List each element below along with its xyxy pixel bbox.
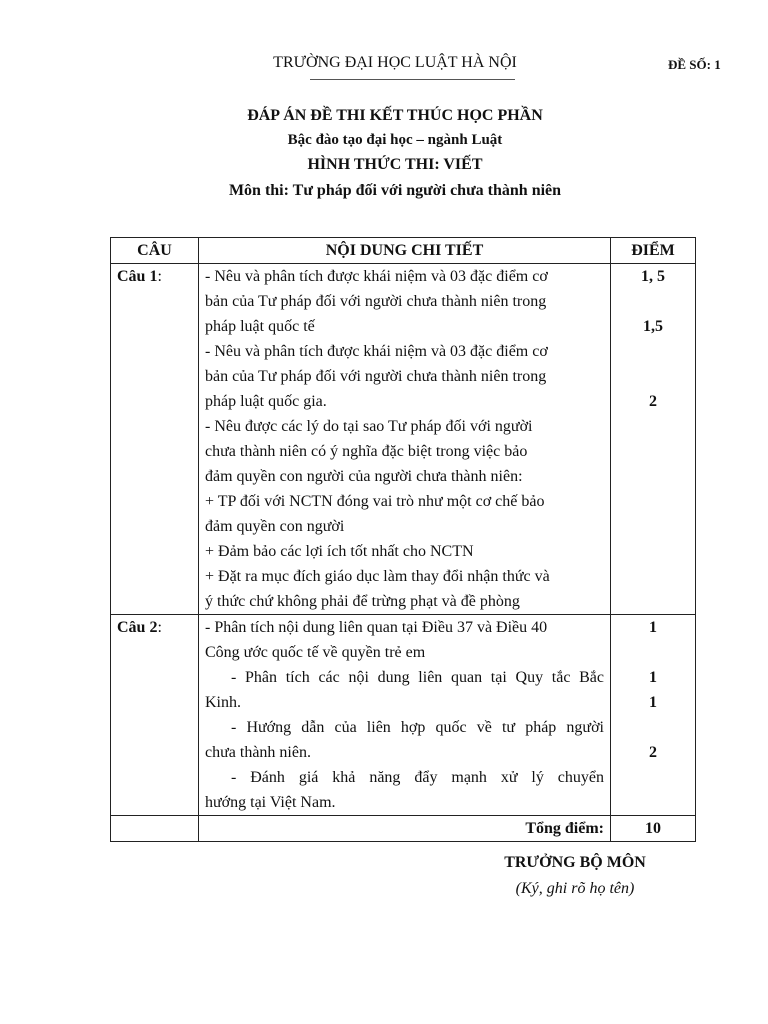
answer-table bbox=[110, 237, 696, 842]
q1-line: - Nêu và phân tích được khái niệm và 03 đặc điểm cơ bbox=[205, 343, 548, 360]
q1-score: 1, 5 bbox=[641, 268, 665, 285]
table-row-question-2 bbox=[111, 615, 696, 816]
header-content: NỘI DUNG CHI TIẾT bbox=[199, 238, 611, 264]
q2-line: - Hướng dẫn của liên hợp quốc về tư pháp người bbox=[231, 719, 604, 736]
signature-title: TRƯỞNG BỘ MÔN bbox=[504, 854, 646, 871]
header-score: ĐIỂM bbox=[611, 238, 696, 264]
q2-line: Công ước quốc tế về quyền trẻ em bbox=[205, 644, 426, 661]
total-score: 10 bbox=[611, 816, 696, 842]
q1-line: pháp luật quốc gia. bbox=[205, 393, 327, 410]
q1-line: bản của Tư pháp đối với người chưa thành niên trong bbox=[205, 368, 547, 385]
q1-line: bản của Tư pháp đối với người chưa thành niên trong bbox=[205, 293, 547, 310]
table-row-question-1 bbox=[111, 264, 696, 615]
q2-line: chưa thành niên. bbox=[205, 744, 311, 761]
q1-line: đảm quyền con người bbox=[205, 518, 345, 535]
exam-form-title: HÌNH THỨC THI: VIẾT bbox=[307, 156, 483, 173]
total-empty-cell bbox=[111, 816, 199, 842]
q1-line: ý thức chứ không phải để trừng phạt và đề phòng bbox=[205, 593, 520, 610]
question-1-label-cell: Câu 1: bbox=[111, 264, 199, 615]
question-1-label: Câu 1 bbox=[117, 268, 158, 285]
q1-line: - Nêu và phân tích được khái niệm và 03 đặc điểm cơ bbox=[205, 268, 548, 285]
signature-block bbox=[470, 850, 680, 902]
q2-score: 2 bbox=[649, 744, 657, 761]
q1-line: + Đảm bảo các lợi ích tốt nhất cho NCTN bbox=[205, 543, 474, 560]
q2-line: - Phân tích các nội dung liên quan tại Quy tắc Bắc bbox=[231, 669, 604, 686]
question-2-content bbox=[199, 615, 611, 816]
header-question: CÂU bbox=[111, 238, 199, 264]
q1-line: - Nêu được các lý do tại sao Tư pháp đối với người bbox=[205, 418, 533, 435]
q2-score: 1 bbox=[649, 694, 657, 711]
total-label: Tổng điểm: bbox=[199, 816, 611, 842]
q1-line: + Đặt ra mục đích giáo dục làm thay đổi nhận thức và bbox=[205, 568, 550, 585]
question-2-label: Câu 2 bbox=[117, 619, 158, 636]
subject-title: Môn thi: Tư pháp đối với người chưa thành niên bbox=[228, 182, 562, 199]
table-header-row bbox=[111, 238, 696, 264]
q1-line: chưa thành niên có ý nghĩa đặc biệt trong việc bảo bbox=[205, 443, 528, 460]
exam-number: ĐỀ SỐ: 1 bbox=[668, 57, 721, 72]
table-total-row bbox=[111, 816, 696, 842]
q2-score: 1 bbox=[649, 619, 657, 636]
signature-note: (Ký, ghi rõ họ tên) bbox=[515, 880, 635, 897]
school-name: TRƯỜNG ĐẠI HỌC LUẬT HÀ NỘI bbox=[273, 54, 517, 71]
question-1-content bbox=[199, 264, 611, 615]
question-2-label-cell: Câu 2: bbox=[111, 615, 199, 816]
q1-score: 2 bbox=[649, 393, 657, 410]
main-title: ĐÁP ÁN ĐỀ THI KẾT THÚC HỌC PHẦN bbox=[247, 107, 543, 124]
question-1-scores bbox=[611, 264, 696, 615]
q1-line: + TP đối với NCTN đóng vai trò như một cơ chế bảo bbox=[205, 493, 545, 510]
level-title: Bậc đào tạo đại học – ngành Luật bbox=[287, 132, 503, 148]
school-name-underline bbox=[310, 79, 515, 80]
q1-line: đảm quyền con người của người chưa thành niên: bbox=[205, 468, 523, 485]
q1-line: pháp luật quốc tế bbox=[205, 318, 315, 335]
question-2-scores bbox=[611, 615, 696, 816]
title-block bbox=[0, 104, 768, 204]
q2-line: Kinh. bbox=[205, 694, 241, 711]
q2-line: - Đánh giá khả năng đẩy mạnh xử lý chuyển bbox=[231, 769, 604, 786]
q2-score: 1 bbox=[649, 669, 657, 686]
q2-line: hướng tại Việt Nam. bbox=[205, 794, 336, 811]
q1-score: 1,5 bbox=[643, 318, 663, 335]
q2-line: - Phân tích nội dung liên quan tại Điều 37 và Điều 40 bbox=[205, 619, 548, 636]
